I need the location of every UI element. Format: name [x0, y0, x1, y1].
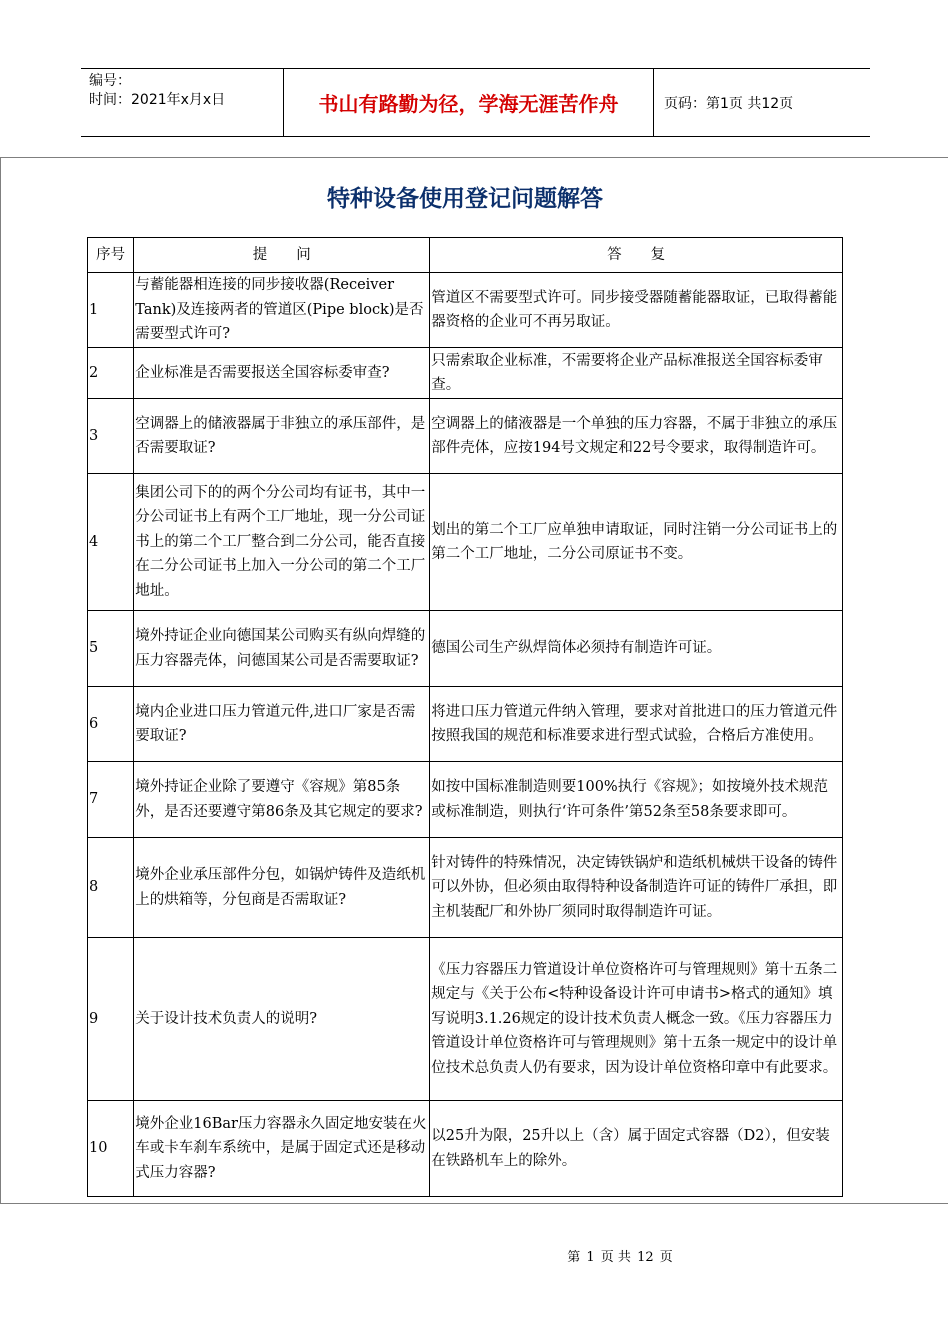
row-answer: 将进口压力管道元件纳入管理，要求对首批进口的压力管道元件按照我国的规范和标准要求进行型式试验，合格后方准使用。: [430, 687, 843, 762]
header-page-label: 页码：第1页 共12页: [664, 95, 794, 112]
footer-mid: 页 共: [600, 1250, 631, 1265]
row-number: 9: [88, 938, 134, 1101]
header-number: 序号: [88, 238, 134, 273]
document-time-label: 时间：2021年x月x日: [89, 92, 226, 108]
table-row: [88, 611, 843, 687]
table-row: [88, 762, 843, 838]
footer-total-pages: 12: [637, 1250, 654, 1265]
header-question: 提 问: [134, 238, 430, 273]
row-question: 与蓄能器相连接的同步接收器(Receiver Tank)及连接两者的管道区(Pipe block)是否需要型式许可?: [134, 273, 430, 348]
row-number: 6: [88, 687, 134, 762]
row-answer: 《压力容器压力管道设计单位资格许可与管理规则》第十五条二规定与《关于公布<特种设备设计许可申请书>格式的通知》填写说明3.1.26规定的设计技术负责人概念一致。《压力容器压力管道设计单位资格许可与管理规则》第十五条一规定中的设计单位技术总负责人仍有要求，因为设计单位资格印章中有此要求。: [430, 938, 843, 1101]
row-question: 境内企业进口压力管道元件,进口厂家是否需要取证?: [134, 687, 430, 762]
header-motto: 书山有路勤为径，学海无涯苦作舟: [283, 69, 654, 136]
row-number: 7: [88, 762, 134, 838]
row-question: 企业标准是否需要报送全国容标委审查?: [134, 348, 430, 399]
row-question: 集团公司下的的两个分公司均有证书，其中一分公司证书上有两个工厂地址，现一分公司证书上的第二个工厂整合到二分公司，能否直接在二分公司证书上加入一分公司的第二个工厂地址。: [134, 474, 430, 611]
row-answer: 以25升为限，25升以上（含）属于固定式容器（D2），但安装在铁路机车上的除外。: [430, 1101, 843, 1197]
row-question: 关于设计技术负责人的说明?: [134, 938, 430, 1101]
row-question: 空调器上的储液器属于非独立的承压部件，是否需要取证?: [134, 399, 430, 474]
footer-suffix: 页: [659, 1250, 673, 1265]
page-header: [81, 68, 870, 137]
qa-table: [87, 237, 843, 1197]
footer-prefix: 第: [567, 1250, 581, 1265]
header-answer: 答 复: [430, 238, 843, 273]
table-row: [88, 838, 843, 938]
row-number: 10: [88, 1101, 134, 1197]
row-number: 4: [88, 474, 134, 611]
row-answer: 只需索取企业标准，不需要将企业产品标准报送全国容标委审查。: [430, 348, 843, 399]
table-row: [88, 399, 843, 474]
row-answer: 如按中国标准制造则要100%执行《容规》；如按境外技术规范或标准制造，则执行‘许可条件’第52条至58条要求即可。: [430, 762, 843, 838]
table-row: [88, 273, 843, 348]
row-answer: 管道区不需要型式许可。同步接受器随蓄能器取证，已取得蓄能器资格的企业可不再另取证。: [430, 273, 843, 348]
table-row: [88, 348, 843, 399]
table-row: [88, 938, 843, 1101]
table-row: [88, 1101, 843, 1197]
row-question: 境外企业承压部件分包，如锅炉铸件及造纸机上的烘箱等，分包商是否需取证?: [134, 838, 430, 938]
document-title: 特种设备使用登记问题解答: [327, 186, 603, 212]
row-answer: 空调器上的储液器是一个单独的压力容器，不属于非独立的承压部件壳体，应按194号文规定和22号令要求，取得制造许可。: [430, 399, 843, 474]
header-meta: [81, 69, 283, 136]
page-footer: [0, 1246, 950, 1265]
table-row: [88, 474, 843, 611]
row-question: 境外持证企业除了要遵守《容规》第85条外，是否还要遵守第86条及其它规定的要求?: [134, 762, 430, 838]
row-answer: 德国公司生产纵焊筒体必须持有制造许可证。: [430, 611, 843, 687]
table-header-row: [88, 238, 843, 273]
row-answer: 针对铸件的特殊情况，决定铸铁锅炉和造纸机械烘干设备的铸件可以外协，但必须由取得特种设备制造许可证的铸件厂承担，即主机装配厂和外协厂须同时取得制造许可证。: [430, 838, 843, 938]
document-code-label: 编号：: [89, 73, 131, 89]
row-number: 1: [88, 273, 134, 348]
row-answer: 划出的第二个工厂应单独申请取证，同时注销一分公司证书上的第二个工厂地址，二分公司原证书不变。: [430, 474, 843, 611]
row-number: 3: [88, 399, 134, 474]
footer-page-number: 1: [586, 1250, 595, 1265]
table-row: [88, 687, 843, 762]
row-number: 8: [88, 838, 134, 938]
row-question: 境外企业16Bar压力容器永久固定地安装在火车或卡车刹车系统中，是属于固定式还是移动式压力容器?: [134, 1101, 430, 1197]
row-question: 境外持证企业向德国某公司购买有纵向焊缝的压力容器壳体，问德国某公司是否需要取证?: [134, 611, 430, 687]
row-number: 5: [88, 611, 134, 687]
row-number: 2: [88, 348, 134, 399]
